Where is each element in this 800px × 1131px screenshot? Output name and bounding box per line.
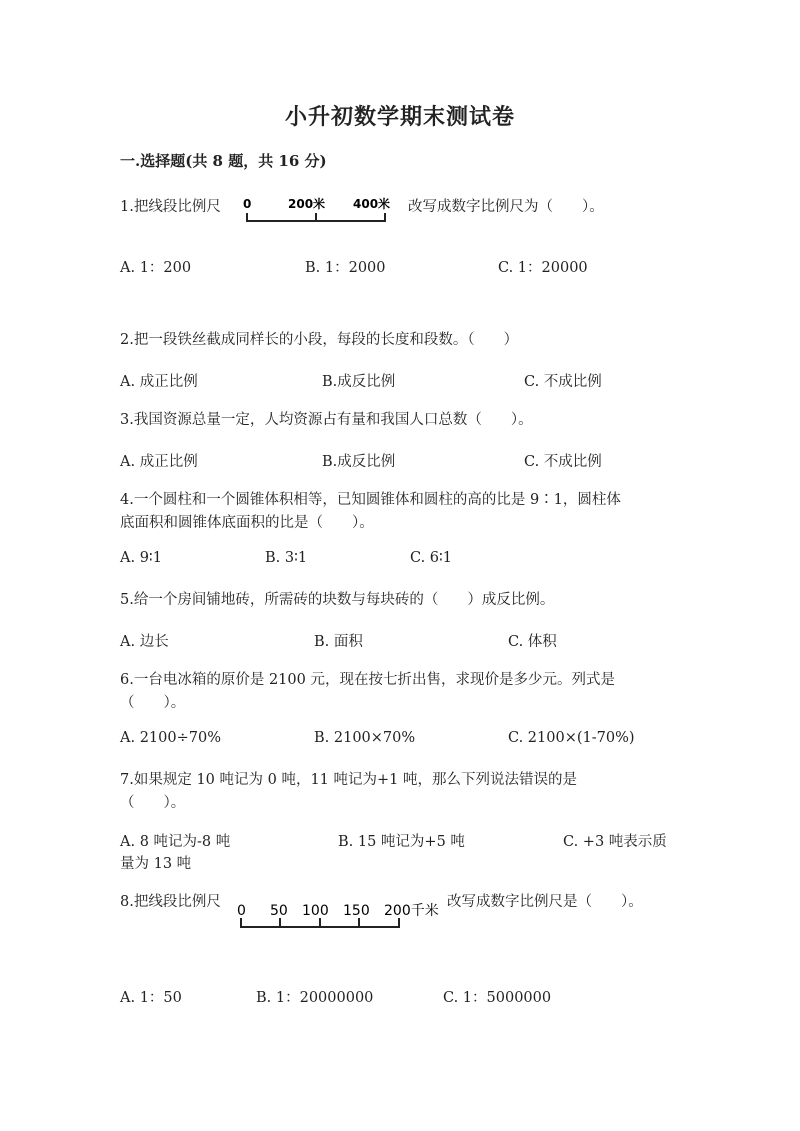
option-b[interactable]: B.成反比例: [322, 374, 396, 390]
option-a[interactable]: A. 边长: [120, 634, 169, 650]
option-c-continuation: 量为 13 吨: [120, 856, 192, 872]
question-2: 2.把一段铁丝截成同样长的小段，每段的长度和段数。（ ）: [120, 332, 519, 348]
section-heading: 一.选择题(共 8 题，共 16 分): [120, 152, 327, 170]
question-1-suffix: 改写成数字比例尺为（ ）。: [408, 199, 604, 215]
page-title: 小升初数学期末测试卷: [284, 104, 515, 130]
scale-bar-graphic: [232, 893, 447, 933]
scale-label: 50: [270, 903, 288, 919]
scale-label: 400米: [353, 197, 391, 211]
option-c[interactable]: C. 不成比例: [524, 374, 602, 390]
option-b[interactable]: B. 3∶1: [265, 550, 308, 566]
question-5: 5.给一个房间铺地砖，所需砖的块数与每块砖的（ ）成反比例。: [120, 592, 555, 608]
option-c[interactable]: C. 1：5000000: [443, 990, 552, 1006]
scale-label: 200千米: [384, 903, 439, 919]
question-8-suffix: 改写成数字比例尺是（ ）。: [447, 894, 643, 910]
question-7-line-1: 7.如果规定 10 吨记为 0 吨，11 吨记为+1 吨，那么下列说法错误的是: [120, 772, 577, 788]
option-c[interactable]: C. 不成比例: [524, 454, 602, 470]
question-6-line-1: 6.一台电冰箱的原价是 2100 元，现在按七折出售，求现价是多少元。列式是: [120, 672, 615, 688]
option-a[interactable]: A. 成正比例: [120, 454, 198, 470]
option-b[interactable]: B. 面积: [314, 634, 363, 650]
option-a[interactable]: A. 9∶1: [120, 550, 162, 566]
question-8-prefix: 8.把线段比例尺: [120, 894, 221, 910]
option-c[interactable]: C. 1：20000: [498, 260, 588, 276]
option-b[interactable]: B.成反比例: [322, 454, 396, 470]
option-a[interactable]: A. 2100÷70%: [120, 730, 221, 746]
question-3: 3.我国资源总量一定，人均资源占有量和我国人口总数（ ）。: [120, 412, 533, 428]
scale-label: 200米: [288, 197, 326, 211]
question-1-scale-bar: [238, 192, 398, 232]
scale-label: 0: [237, 903, 246, 919]
option-a[interactable]: A. 1：200: [120, 260, 192, 276]
question-6: [120, 669, 680, 715]
option-b[interactable]: B. 2100×70%: [314, 730, 416, 746]
option-c[interactable]: C. 6∶1: [410, 550, 453, 566]
question-7-line-2: （ ）。: [120, 795, 186, 811]
option-b[interactable]: B. 15 吨记为+5 吨: [338, 834, 465, 850]
question-6-line-2: （ ）。: [120, 695, 186, 711]
scale-bar-graphic: [238, 192, 398, 228]
question-4: [120, 489, 680, 535]
option-b[interactable]: B. 1：20000000: [256, 990, 374, 1006]
question-4-line-2: 底面积和圆锥体底面积的比是（ ）。: [120, 515, 374, 531]
option-c[interactable]: C. 2100×(1-70%): [508, 730, 635, 746]
option-b[interactable]: B. 1：2000: [305, 260, 386, 276]
option-a[interactable]: A. 8 吨记为-8 吨: [120, 834, 231, 850]
question-7: [120, 769, 680, 815]
question-8-scale-bar: [232, 893, 447, 937]
question-4-line-1: 4.一个圆柱和一个圆锥体积相等，已知圆锥体和圆柱的高的比是 9∶1，圆柱体: [120, 492, 621, 508]
option-c[interactable]: C. 体积: [508, 634, 557, 650]
option-a[interactable]: A. 成正比例: [120, 374, 198, 390]
scale-label: 100: [302, 903, 329, 919]
option-a[interactable]: A. 1：50: [120, 990, 182, 1006]
option-c[interactable]: C. +3 吨表示质: [563, 834, 667, 850]
scale-label: 0: [243, 197, 252, 211]
question-1-prefix: 1.把线段比例尺: [120, 199, 221, 215]
scale-label: 150: [343, 903, 370, 919]
